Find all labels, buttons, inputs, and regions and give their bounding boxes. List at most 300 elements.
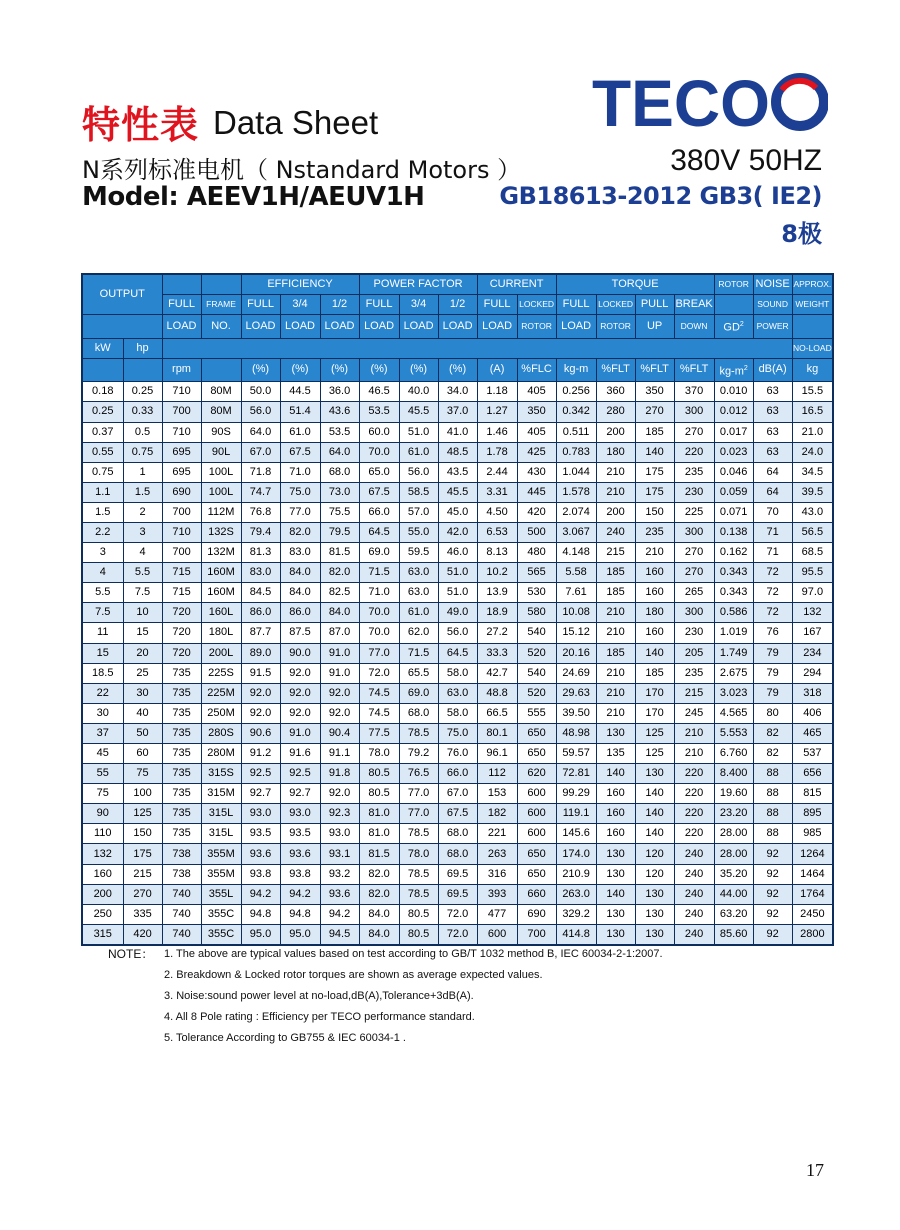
header-gd2: $GD^2$ — [714, 315, 753, 339]
table-cell: 130 — [596, 904, 635, 924]
table-cell: 92.3 — [320, 804, 359, 824]
table-cell: 2450 — [792, 904, 833, 924]
table-cell: 84.5 — [241, 583, 280, 603]
table-cell: 695 — [162, 442, 201, 462]
table-cell: 74.5 — [359, 683, 399, 703]
header-output-blank — [82, 315, 162, 339]
table-cell: 43.5 — [438, 462, 477, 482]
unit-kgm2: $kg-m^2$ — [714, 358, 753, 382]
table-cell: 58.0 — [438, 703, 477, 723]
table-cell: 59.5 — [399, 543, 438, 563]
table-cell: 61.0 — [280, 422, 320, 442]
table-cell: 500 — [517, 522, 556, 542]
table-cell: 94.8 — [280, 904, 320, 924]
table-cell: 29.63 — [556, 683, 596, 703]
table-body — [82, 382, 833, 945]
table-cell: 0.75 — [82, 462, 123, 482]
table-cell: 69.5 — [438, 884, 477, 904]
table-cell: 18.5 — [82, 663, 123, 683]
table-cell: 355M — [201, 864, 241, 884]
table-cell: 720 — [162, 643, 201, 663]
header-hp: hp — [123, 338, 162, 358]
table-cell: 88 — [753, 784, 792, 804]
table-cell: 185 — [596, 643, 635, 663]
table-cell: 75 — [82, 784, 123, 804]
table-cell: 79 — [753, 643, 792, 663]
table-cell: 690 — [517, 904, 556, 924]
table-cell: 280S — [201, 723, 241, 743]
table-cell: 270 — [123, 884, 162, 904]
table-cell: 160M — [201, 583, 241, 603]
table-cell: 75.0 — [280, 482, 320, 502]
table-cell: 0.37 — [82, 422, 123, 442]
table-cell: 64.5 — [359, 522, 399, 542]
table-cell: 45.5 — [438, 482, 477, 502]
table-cell: 125 — [123, 804, 162, 824]
table-cell: 93.0 — [280, 804, 320, 824]
table-cell: 265 — [674, 583, 714, 603]
table-cell: 185 — [635, 663, 674, 683]
table-cell: 477 — [477, 904, 517, 924]
table-cell: 58.0 — [438, 663, 477, 683]
header-tq-down: DOWN — [674, 315, 714, 339]
table-cell: 160 — [596, 824, 635, 844]
unit-frame-blank — [201, 358, 241, 382]
table-cell: 43.0 — [792, 502, 833, 522]
table-cell: 315L — [201, 804, 241, 824]
table-cell: 90S — [201, 422, 241, 442]
table-cell: 76.8 — [241, 502, 280, 522]
table-cell: 42.7 — [477, 663, 517, 683]
table-cell: 240 — [674, 924, 714, 945]
table-row — [82, 442, 833, 462]
table-row — [82, 924, 833, 945]
header-rotor: ROTOR — [714, 274, 753, 295]
table-cell: 70 — [753, 502, 792, 522]
table-cell: 3.067 — [556, 522, 596, 542]
table-cell: 91.5 — [241, 663, 280, 683]
table-cell: 94.2 — [241, 884, 280, 904]
table-cell: 160 — [635, 563, 674, 583]
table-cell: 84.0 — [280, 563, 320, 583]
table-cell: 240 — [674, 844, 714, 864]
table-cell: 240 — [674, 864, 714, 884]
table-cell: 37.0 — [438, 402, 477, 422]
table-cell: 205 — [674, 643, 714, 663]
voltage-rating: 380V 50HZ — [670, 144, 822, 177]
table-cell: 200 — [596, 422, 635, 442]
table-cell: 34.0 — [438, 382, 477, 402]
table-cell: 210 — [596, 683, 635, 703]
table-cell: 33.3 — [477, 643, 517, 663]
table-cell: 10.2 — [477, 563, 517, 583]
table-cell: 77.0 — [399, 804, 438, 824]
note-item: 4. All 8 Pole rating : Efficiency per TECO performance standard. — [164, 1011, 475, 1023]
table-cell: 270 — [674, 422, 714, 442]
table-cell: 80.1 — [477, 723, 517, 743]
table-cell: 710 — [162, 382, 201, 402]
table-cell: 740 — [162, 904, 201, 924]
table-cell: 57.0 — [399, 502, 438, 522]
table-cell: 710 — [162, 522, 201, 542]
table-cell: 8.13 — [477, 543, 517, 563]
table-cell: 67.0 — [241, 442, 280, 462]
table-cell: 700 — [162, 502, 201, 522]
table-cell: 68.0 — [399, 703, 438, 723]
table-cell: 92.0 — [241, 683, 280, 703]
header-weight-blank — [792, 315, 833, 339]
table-cell: 64.0 — [320, 442, 359, 462]
table-cell: 40 — [123, 703, 162, 723]
table-cell: 1.46 — [477, 422, 517, 442]
table-cell: 6.760 — [714, 744, 753, 764]
table-cell: 2800 — [792, 924, 833, 945]
table-cell: 71.0 — [359, 583, 399, 603]
table-cell: 80.5 — [399, 924, 438, 945]
unit-amp: (A) — [477, 358, 517, 382]
table-cell: 530 — [517, 583, 556, 603]
table-cell: 656 — [792, 764, 833, 784]
table-cell: 2.074 — [556, 502, 596, 522]
table-cell: 90.0 — [280, 643, 320, 663]
table-cell: 200 — [596, 502, 635, 522]
header-spacer — [162, 338, 792, 358]
table-cell: 80.5 — [359, 764, 399, 784]
table-cell: 315M — [201, 784, 241, 804]
header-eff-full: FULL — [241, 295, 280, 315]
table-cell: 71.5 — [359, 563, 399, 583]
table-cell: 1.18 — [477, 382, 517, 402]
table-cell: 580 — [517, 603, 556, 623]
table-cell: 91.1 — [320, 744, 359, 764]
table-cell: 92.5 — [280, 764, 320, 784]
table-cell: 63 — [753, 442, 792, 462]
table-row — [82, 502, 833, 522]
unit-dba: dB(A) — [753, 358, 792, 382]
table-cell: 0.586 — [714, 603, 753, 623]
table-cell: 220 — [674, 442, 714, 462]
table-cell: 620 — [517, 764, 556, 784]
table-cell: 815 — [792, 784, 833, 804]
table-cell: 1 — [123, 462, 162, 482]
table-cell: 74.7 — [241, 482, 280, 502]
table-cell: 140 — [635, 442, 674, 462]
table-cell: 0.783 — [556, 442, 596, 462]
table-cell: 80.5 — [399, 904, 438, 924]
table-cell: 94.2 — [280, 884, 320, 904]
table-cell: 130 — [635, 904, 674, 924]
table-cell: 62.0 — [399, 623, 438, 643]
unit-eff-full: (%) — [241, 358, 280, 382]
table-cell: 81.3 — [241, 543, 280, 563]
table-cell: 2.2 — [82, 522, 123, 542]
table-cell: 91.8 — [320, 764, 359, 784]
table-cell: 68.0 — [438, 824, 477, 844]
table-cell: 185 — [596, 583, 635, 603]
table-cell: 130 — [635, 764, 674, 784]
table-cell: 185 — [635, 422, 674, 442]
table-cell: 140 — [596, 884, 635, 904]
header-eff-34: 3/4 — [280, 295, 320, 315]
header-pf-load-34: LOAD — [399, 315, 438, 339]
table-cell: 430 — [517, 462, 556, 482]
header-power-factor: POWER FACTOR — [359, 274, 477, 295]
table-cell: 93.0 — [320, 824, 359, 844]
table-cell: 72 — [753, 563, 792, 583]
table-cell: 150 — [635, 502, 674, 522]
teco-logo-ring — [776, 78, 824, 126]
table-cell: 80 — [753, 703, 792, 723]
table-row — [82, 683, 833, 703]
table-cell: 46.5 — [359, 382, 399, 402]
unit-pf-34: (%) — [399, 358, 438, 382]
table-cell: 94.5 — [320, 924, 359, 945]
table-cell: 64 — [753, 482, 792, 502]
unit-flc: %FLC — [517, 358, 556, 382]
header-no: NO. — [201, 315, 241, 339]
header-tq-up: UP — [635, 315, 674, 339]
table-cell: 355C — [201, 904, 241, 924]
table-cell: 92 — [753, 844, 792, 864]
table-row — [82, 703, 833, 723]
table-cell: 84.0 — [320, 603, 359, 623]
table-cell: 13.9 — [477, 583, 517, 603]
header-frame-blank — [201, 274, 241, 295]
table-cell: 27.2 — [477, 623, 517, 643]
table-row — [82, 844, 833, 864]
table-cell: 30 — [82, 703, 123, 723]
table-cell: 77.0 — [280, 502, 320, 522]
table-cell: 405 — [517, 422, 556, 442]
header-eff-load: LOAD — [241, 315, 280, 339]
table-cell: 0.511 — [556, 422, 596, 442]
table-cell: 220 — [674, 764, 714, 784]
table-cell: 30 — [123, 683, 162, 703]
table-cell: 60 — [123, 744, 162, 764]
header-frame: FRAME — [201, 295, 241, 315]
header-cur-rotor: ROTOR — [517, 315, 556, 339]
table-cell: 240 — [674, 884, 714, 904]
table-cell: 130 — [596, 844, 635, 864]
table-cell: 84.0 — [280, 583, 320, 603]
table-cell: 92.0 — [320, 784, 359, 804]
table-cell: 93.6 — [320, 884, 359, 904]
table-row — [82, 402, 833, 422]
table-cell: 130 — [635, 924, 674, 945]
table-cell: 200L — [201, 643, 241, 663]
table-cell: 0.010 — [714, 382, 753, 402]
table-cell: 405 — [517, 382, 556, 402]
table-cell: 4.50 — [477, 502, 517, 522]
table-cell: 70.0 — [359, 623, 399, 643]
table-cell: 93.8 — [280, 864, 320, 884]
table-row — [82, 764, 833, 784]
header-pf-12: 1/2 — [438, 295, 477, 315]
table-row — [82, 563, 833, 583]
table-cell: 74.5 — [359, 703, 399, 723]
table-cell: 89.0 — [241, 643, 280, 663]
table-row — [82, 904, 833, 924]
table-cell: 350 — [517, 402, 556, 422]
table-cell: 3.023 — [714, 683, 753, 703]
table-cell: 90L — [201, 442, 241, 462]
table-cell: 82.5 — [320, 583, 359, 603]
table-cell: 0.138 — [714, 522, 753, 542]
table-cell: 92.0 — [280, 703, 320, 723]
table-cell: 69.5 — [438, 864, 477, 884]
table-cell: 710 — [162, 422, 201, 442]
header-noload: NO-LOAD — [792, 338, 833, 358]
table-cell: 0.33 — [123, 402, 162, 422]
table-cell: 92.7 — [280, 784, 320, 804]
table-cell: 240 — [596, 522, 635, 542]
table-cell: 215 — [596, 543, 635, 563]
unit-eff-34: (%) — [280, 358, 320, 382]
table-cell: 23.20 — [714, 804, 753, 824]
pole-count: 8极 — [781, 220, 822, 248]
table-cell: 215 — [123, 864, 162, 884]
table-cell: 59.57 — [556, 744, 596, 764]
table-cell: 355M — [201, 844, 241, 864]
table-cell: 100 — [123, 784, 162, 804]
table-cell: 120 — [635, 844, 674, 864]
table-cell: 140 — [635, 824, 674, 844]
table-cell: 5.58 — [556, 563, 596, 583]
table-cell: 140 — [635, 643, 674, 663]
table-cell: 0.046 — [714, 462, 753, 482]
table-cell: 7.5 — [82, 603, 123, 623]
header-pf-load: LOAD — [359, 315, 399, 339]
table-cell: 174.0 — [556, 844, 596, 864]
table-cell: 51.0 — [399, 422, 438, 442]
table-cell: 280M — [201, 744, 241, 764]
table-cell: 180 — [596, 442, 635, 462]
table-cell: 91.0 — [280, 723, 320, 743]
table-cell: 75.5 — [320, 502, 359, 522]
teco-logo — [592, 70, 828, 134]
table-cell: 25 — [123, 663, 162, 683]
table-cell: 700 — [162, 543, 201, 563]
unit-kgm: kg-m — [556, 358, 596, 382]
header-power: POWER — [753, 315, 792, 339]
table-cell: 160L — [201, 603, 241, 623]
table-cell: 64 — [753, 462, 792, 482]
table-cell: 160 — [82, 864, 123, 884]
table-cell: 315S — [201, 764, 241, 784]
table-cell: 11 — [82, 623, 123, 643]
table-cell: 537 — [792, 744, 833, 764]
table-cell: 210 — [596, 603, 635, 623]
table-cell: 86.0 — [280, 603, 320, 623]
table-cell: 175 — [635, 462, 674, 482]
table-cell: 95.5 — [792, 563, 833, 583]
table-cell: 360 — [596, 382, 635, 402]
table-cell: 76 — [753, 623, 792, 643]
unit-flt-pull: %FLT — [635, 358, 674, 382]
table-cell: 985 — [792, 824, 833, 844]
table-cell: 650 — [517, 844, 556, 864]
unit-kw-blank — [82, 358, 123, 382]
table-cell: 79.2 — [399, 744, 438, 764]
table-cell: 235 — [674, 663, 714, 683]
table-cell: 715 — [162, 563, 201, 583]
table-cell: 71 — [753, 522, 792, 542]
table-cell: 91.2 — [241, 744, 280, 764]
title-chinese: 特性表 — [82, 103, 200, 147]
table-cell: 170 — [635, 703, 674, 723]
table-cell: 3 — [82, 543, 123, 563]
table-cell: 21.0 — [792, 422, 833, 442]
table-cell: 92.5 — [241, 764, 280, 784]
table-cell: 120 — [635, 864, 674, 884]
table-cell: 87.5 — [280, 623, 320, 643]
table-row — [82, 804, 833, 824]
table-cell: 75 — [123, 764, 162, 784]
table-cell: 1.5 — [123, 482, 162, 502]
table-cell: 20 — [123, 643, 162, 663]
table-cell: 19.60 — [714, 784, 753, 804]
header-approx: APPROX. — [792, 274, 833, 295]
table-cell: 72.0 — [438, 904, 477, 924]
table-cell: 87.0 — [320, 623, 359, 643]
table-cell: 406 — [792, 703, 833, 723]
table-cell: 715 — [162, 583, 201, 603]
table-cell: 78.0 — [399, 844, 438, 864]
table-cell: 67.5 — [359, 482, 399, 502]
table-cell: 63 — [753, 402, 792, 422]
table-cell: 94.8 — [241, 904, 280, 924]
table-cell: 140 — [635, 784, 674, 804]
table-cell: 735 — [162, 663, 201, 683]
table-cell: 83.0 — [241, 563, 280, 583]
header-efficiency: EFFICIENCY — [241, 274, 359, 295]
header-eff-load-12: LOAD — [320, 315, 359, 339]
table-cell: 48.8 — [477, 683, 517, 703]
table-cell: 72 — [753, 583, 792, 603]
table-cell: 0.017 — [714, 422, 753, 442]
table-cell: 8.400 — [714, 764, 753, 784]
table-cell: 66.0 — [359, 502, 399, 522]
table-cell: 3.31 — [477, 482, 517, 502]
table-cell: 88 — [753, 764, 792, 784]
table-cell: 125 — [635, 723, 674, 743]
table-cell: 1.019 — [714, 623, 753, 643]
table-cell: 445 — [517, 482, 556, 502]
table-cell: 132 — [792, 603, 833, 623]
table-cell: 61.0 — [399, 442, 438, 462]
table-cell: 70.0 — [359, 442, 399, 462]
note-item: 5. Tolerance According to GB755 & IEC 60034-1 . — [164, 1032, 406, 1044]
table-cell: 68.0 — [438, 844, 477, 864]
table-cell: 1.1 — [82, 482, 123, 502]
header-full: FULL — [162, 295, 201, 315]
table-cell: 180 — [635, 603, 674, 623]
table-cell: 50.0 — [241, 382, 280, 402]
table-cell: 15 — [82, 643, 123, 663]
table-cell: 315 — [82, 924, 123, 945]
table-cell: 35.20 — [714, 864, 753, 884]
unit-rpm: rpm — [162, 358, 201, 382]
table-cell: 81.5 — [359, 844, 399, 864]
table-cell: 92 — [753, 924, 792, 945]
table-cell: 220 — [674, 784, 714, 804]
table-cell: 132S — [201, 522, 241, 542]
table-row — [82, 864, 833, 884]
table-cell: 740 — [162, 884, 201, 904]
table-cell: 520 — [517, 643, 556, 663]
table-cell: 660 — [517, 884, 556, 904]
table-cell: 76.5 — [399, 764, 438, 784]
